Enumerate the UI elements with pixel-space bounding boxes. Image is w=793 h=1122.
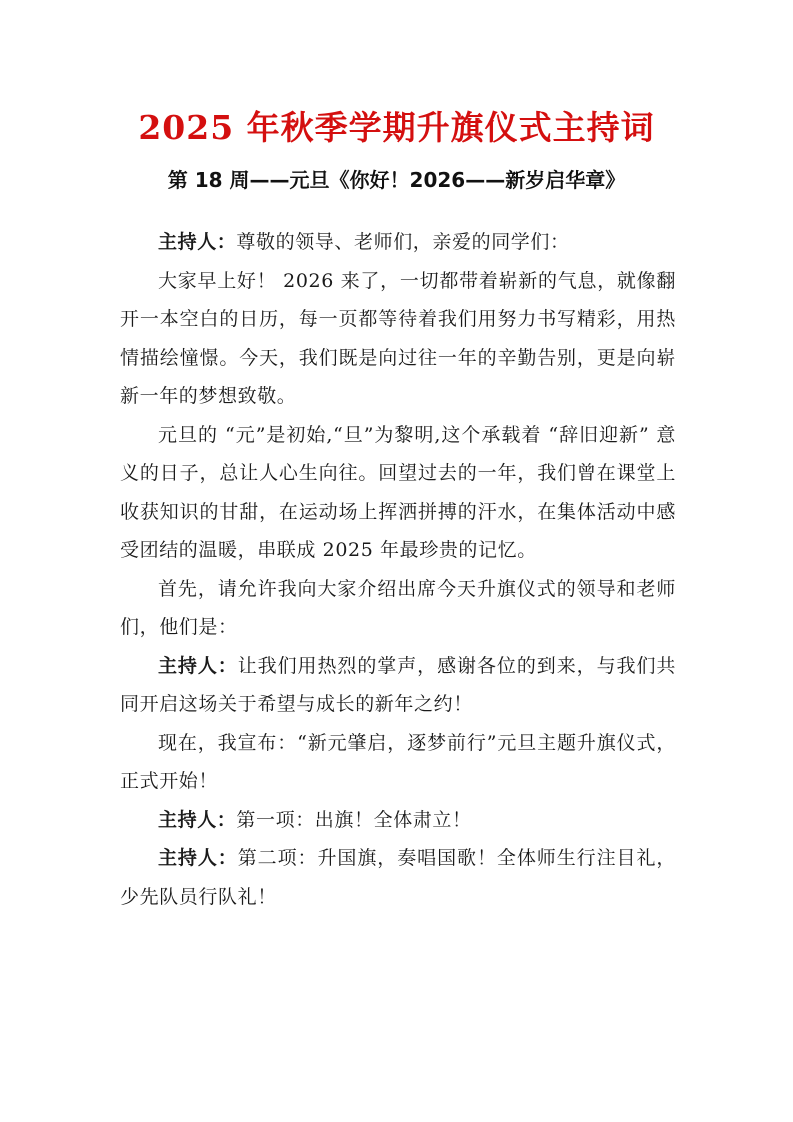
paragraph — [120, 647, 676, 724]
paragraph-text: 首先，请允许我向大家介绍出席今天升旗仪式的领导和老师们，他们是： — [120, 577, 676, 638]
paragraph-text: 第二项：升国旗，奏唱国歌！全体师生行注目礼，少先队员行队礼！ — [120, 847, 676, 908]
paragraph-text: 现在，我宣布：“新元肇启，逐梦前行”元旦主题升旗仪式，正式开始！ — [120, 731, 676, 792]
speaker-label: 主持人： — [158, 808, 237, 831]
paragraph-text: 元旦的 “元”是初始,“旦”为黎明,这个承载着 “辞旧迎新” 意义的日子，总让人心生向往。回望过去的一年，我们曾在课堂上收获知识的甘甜，在运动场上挥洒拼搏的汗水，在集体活动中感受团结的温暖，串联成 2025 年最珍贵的记忆。 — [120, 423, 676, 561]
paragraph — [120, 839, 676, 916]
paragraph — [120, 223, 676, 262]
paragraph — [120, 262, 676, 416]
paragraph — [120, 570, 676, 647]
paragraph-text: 让我们用热烈的掌声，感谢各位的到来，与我们共同开启这场关于希望与成长的新年之约！ — [120, 654, 676, 715]
paragraph-text: 尊敬的领导、老师们，亲爱的同学们： — [236, 231, 570, 253]
document-title: 2025 年秋季学期升旗仪式主持词 — [138, 108, 655, 147]
speaker-label: 主持人： — [158, 231, 237, 253]
paragraph — [120, 724, 676, 801]
speaker-label: 主持人： — [158, 847, 238, 869]
paragraph-text: 第一项：出旗！全体肃立！ — [236, 808, 472, 831]
speaker-label: 主持人： — [158, 654, 238, 677]
document-body — [120, 223, 676, 916]
paragraph — [120, 801, 676, 840]
document-subtitle: 第 18 周——元旦《你好！2026——新岁启华章》 — [167, 168, 626, 192]
paragraph-text: 大家早上好！ 2026 来了，一切都带着崭新的气息，就像翻开一本空白的日历，每一页都等待着我们用努力书写精彩，用热情描绘憧憬。今天，我们既是向过往一年的辛勤告别，更是向崭新一年的梦想致敬。 — [120, 269, 676, 407]
paragraph — [120, 416, 676, 570]
